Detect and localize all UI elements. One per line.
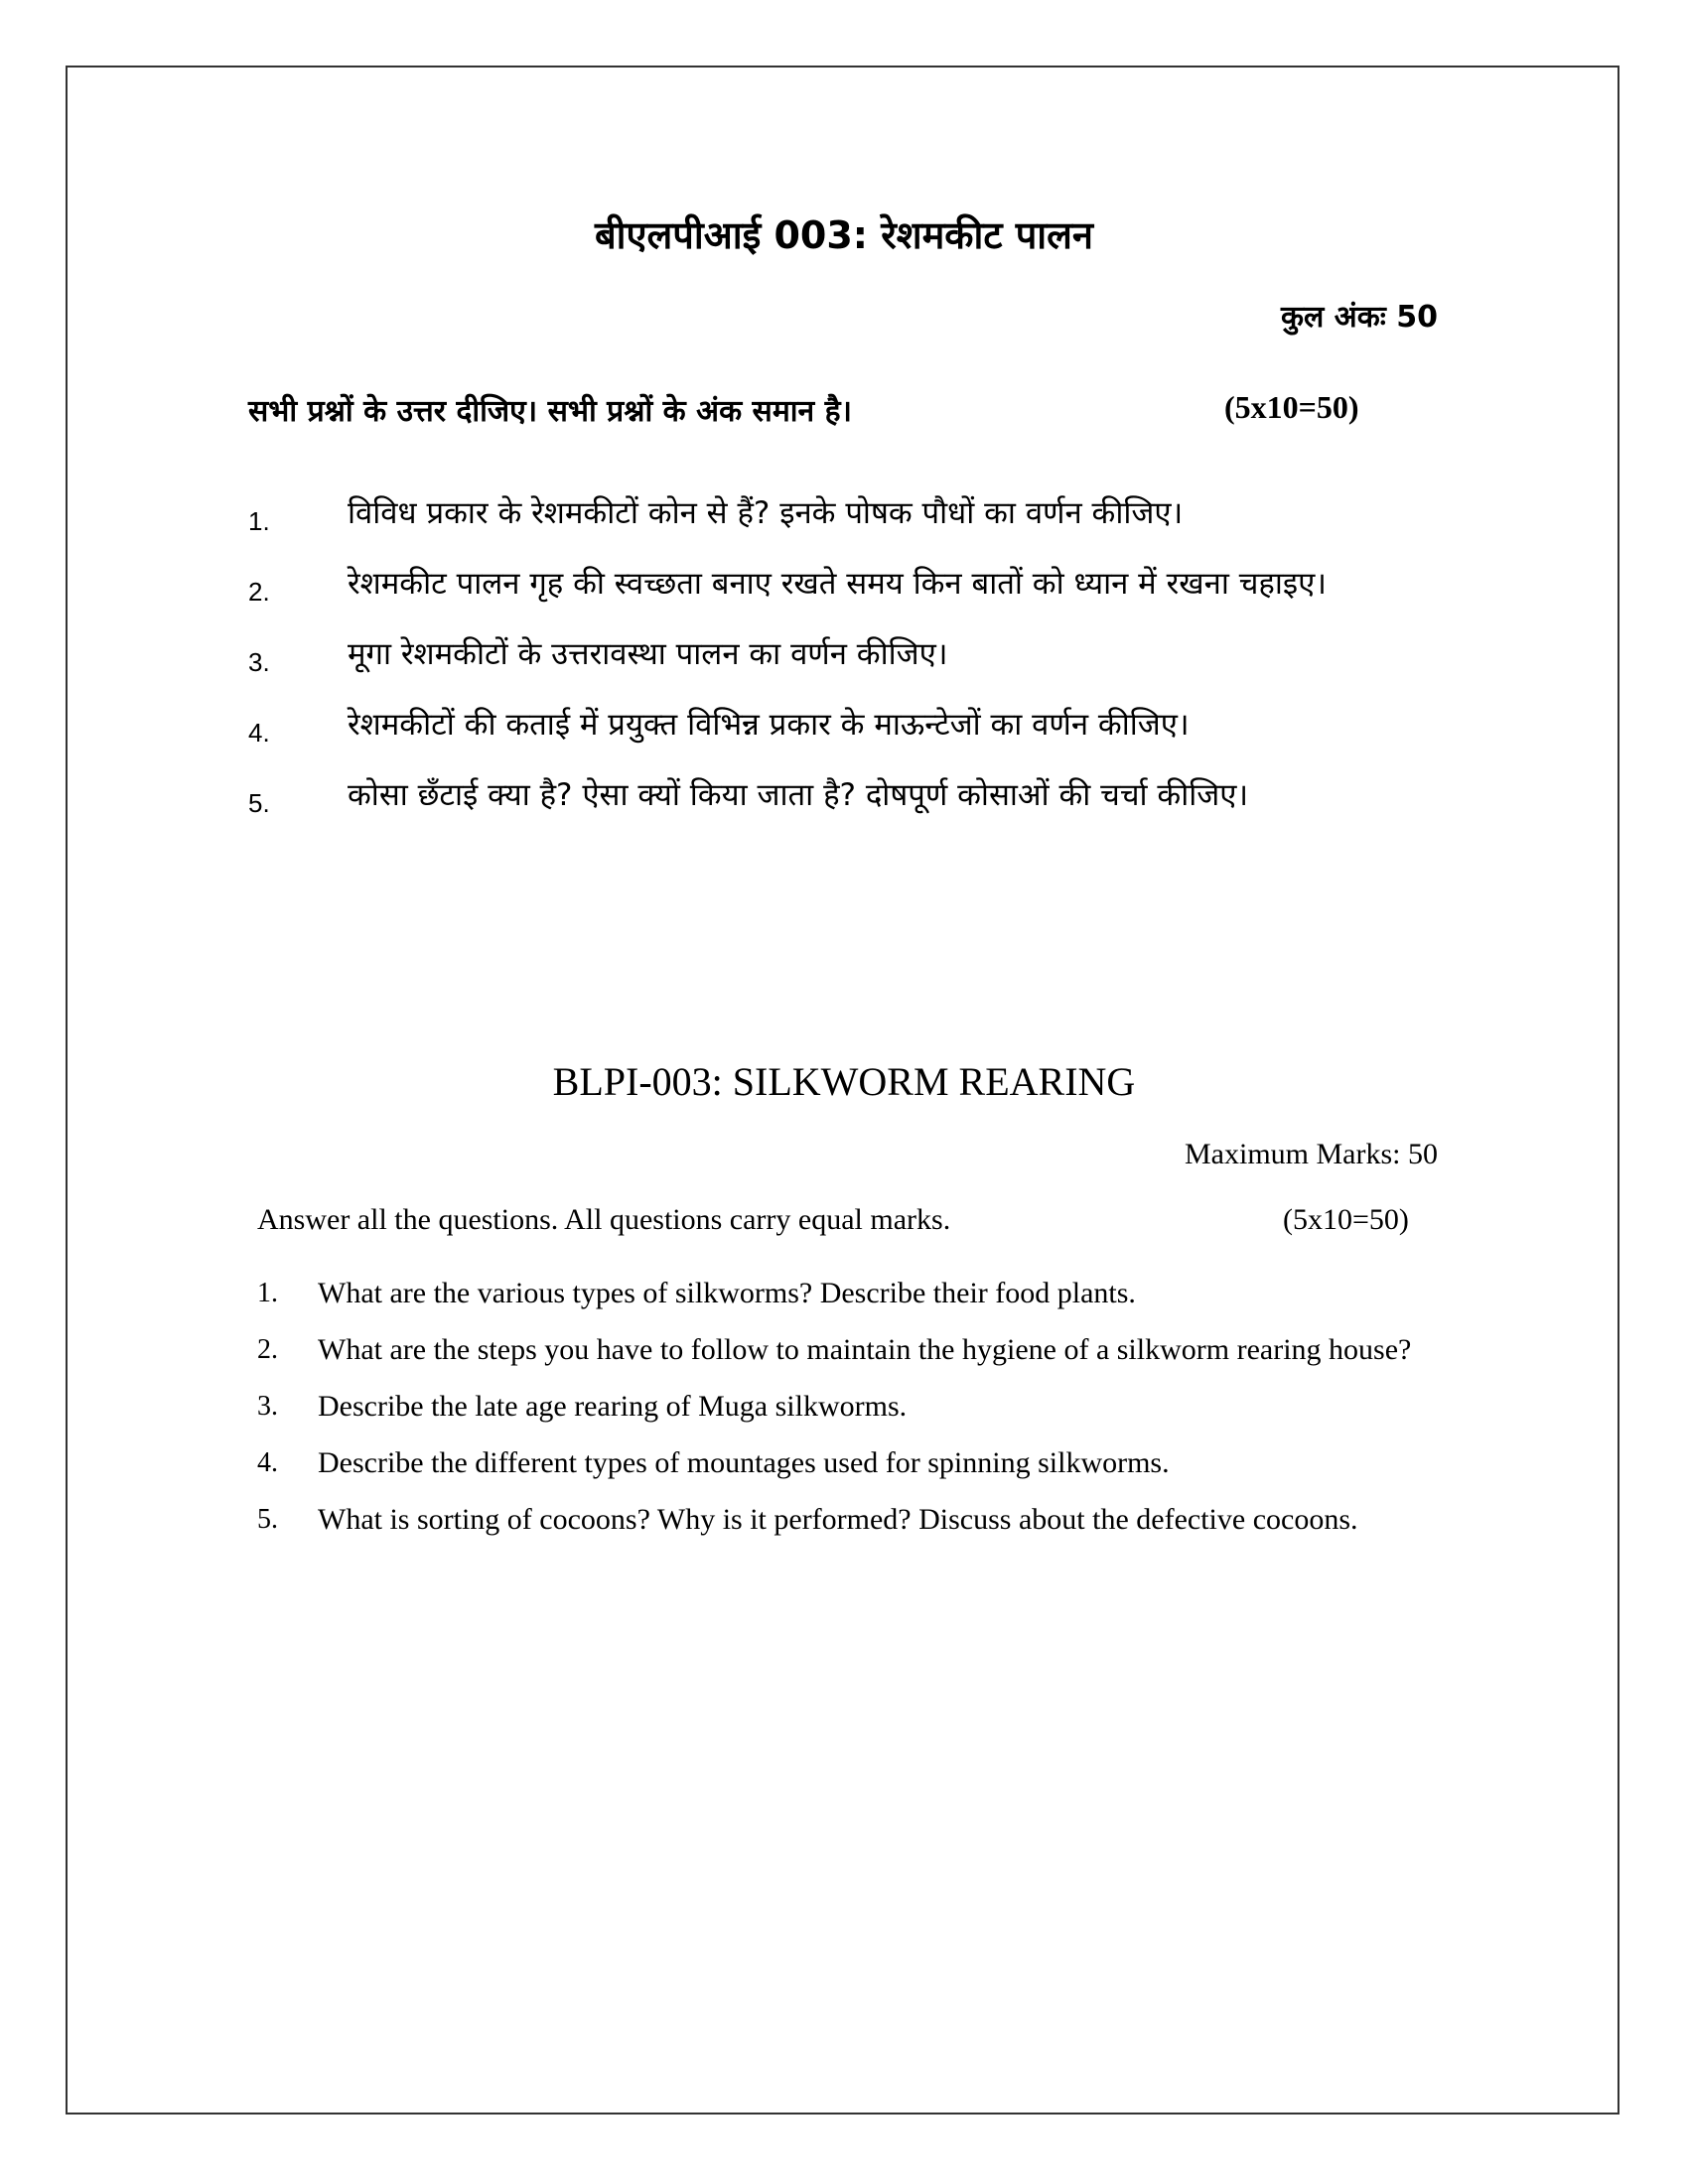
english-question bbox=[257, 1321, 1439, 1378]
hindi-instruction: सभी प्रश्नों के उत्तर दीजिए। सभी प्रश्नों के अंक समान है। bbox=[248, 394, 852, 429]
english-instruction-total: (5x10=50) bbox=[1283, 1203, 1409, 1236]
question-number: 1. bbox=[257, 1278, 278, 1308]
hindi-question bbox=[248, 773, 1440, 825]
hindi-total-marks: कुल अंकः 50 bbox=[1280, 300, 1438, 335]
english-title: BLPI-003: SILKWORM REARING bbox=[552, 1059, 1136, 1104]
question-number: 5. bbox=[257, 1504, 278, 1535]
hindi-question bbox=[248, 703, 1440, 754]
question-text: कोसा छँटाई क्या है? ऐसा क्यों किया जाता है? दोषपूर्ण कोसाओं की चर्चा कीजिए। bbox=[348, 777, 1249, 813]
question-number: 2. bbox=[248, 577, 270, 607]
hindi-question bbox=[248, 632, 1440, 684]
question-number: 4. bbox=[248, 718, 270, 748]
question-text: What are the steps you have to follow to maintain the hygiene of a silkworm rearing house? bbox=[318, 1333, 1412, 1366]
hindi-question bbox=[248, 562, 1440, 614]
hindi-question-list bbox=[248, 491, 1440, 844]
question-number: 1. bbox=[248, 506, 270, 536]
question-text: Describe the different types of mountages used for spinning silkworms. bbox=[318, 1446, 1170, 1479]
hindi-question bbox=[248, 491, 1440, 543]
question-text: विविध प्रकार के रेशमकीटों कोन से हैं? इनके पोषक पौधों का वर्णन कीजिए। bbox=[348, 495, 1184, 531]
question-number: 3. bbox=[257, 1391, 278, 1422]
english-total-marks: Maximum Marks: 50 bbox=[1185, 1138, 1438, 1170]
question-text: Describe the late age rearing of Muga silkworms. bbox=[318, 1390, 908, 1423]
question-text: What is sorting of cocoons? Why is it performed? Discuss about the defective cocoons. bbox=[318, 1503, 1358, 1536]
english-question bbox=[257, 1434, 1439, 1491]
question-text: What are the various types of silkworms? Describe their food plants. bbox=[318, 1277, 1136, 1309]
hindi-title: बीएलपीआई 003: रेशमकीट पालन bbox=[594, 213, 1093, 257]
question-number: 4. bbox=[257, 1447, 278, 1478]
english-question bbox=[257, 1265, 1439, 1321]
english-question bbox=[257, 1491, 1439, 1548]
english-question bbox=[257, 1378, 1439, 1434]
question-number: 2. bbox=[257, 1334, 278, 1365]
question-number: 5. bbox=[248, 788, 270, 818]
question-text: मूगा रेशमकीटों के उत्तरावस्था पालन का वर्णन कीजिए। bbox=[348, 636, 948, 672]
english-question-list bbox=[257, 1265, 1439, 1548]
english-instruction: Answer all the questions. All questions carry equal marks. bbox=[257, 1203, 951, 1236]
question-text: रेशमकीट पालन गृह की स्वच्छता बनाए रखते समय किन बातों को ध्यान में रखना चहाइए। bbox=[348, 566, 1327, 602]
hindi-instruction-total: (5x10=50) bbox=[1224, 389, 1359, 425]
question-text: रेशमकीटों की कताई में प्रयुक्त विभिन्न प्रकार के माऊन्टेजों का वर्णन कीजिए। bbox=[348, 707, 1190, 743]
question-number: 3. bbox=[248, 647, 270, 677]
